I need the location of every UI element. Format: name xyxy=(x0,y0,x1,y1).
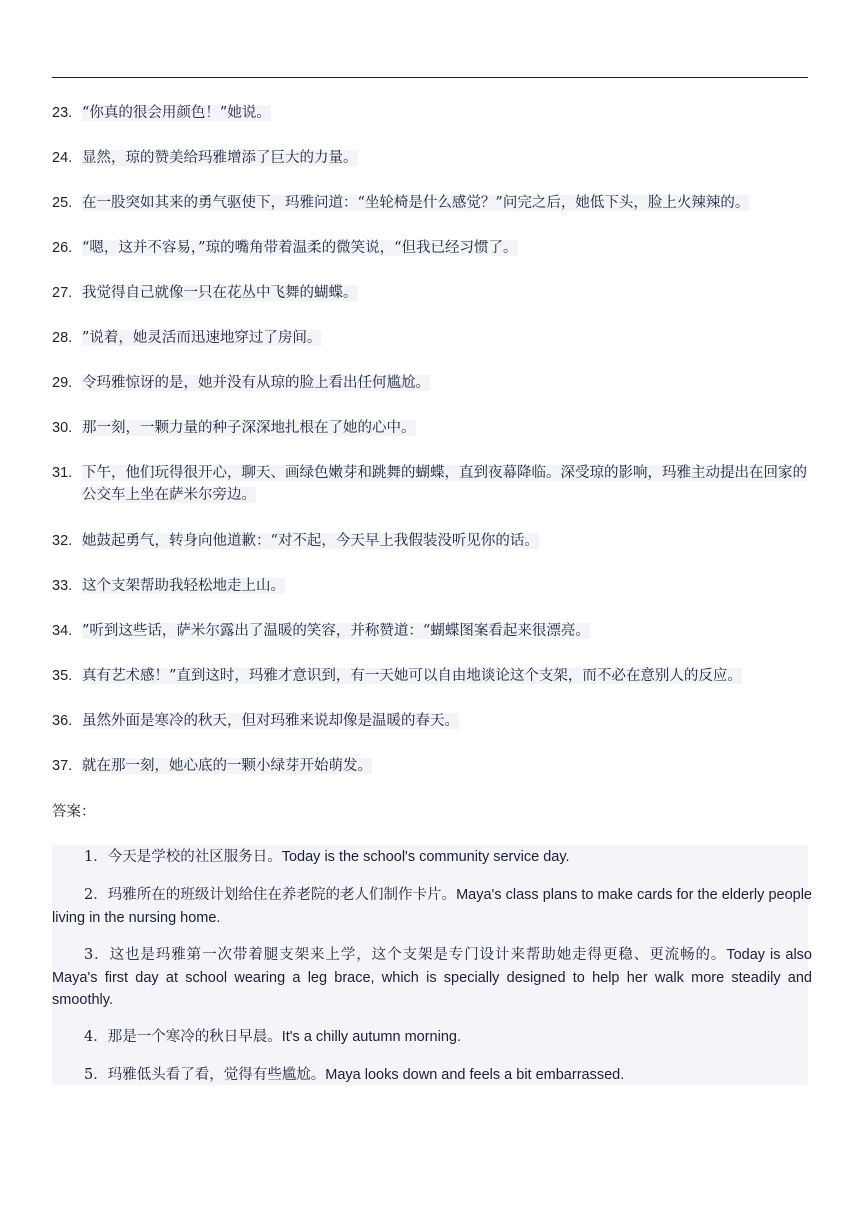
item-number: 30. xyxy=(52,420,73,436)
item-number: 27. xyxy=(52,285,73,301)
list-item xyxy=(52,530,812,552)
item-text: 就在那一刻，她心底的一颗小绿芽开始萌发。 xyxy=(82,758,372,774)
answer-english: Maya looks down and feels a bit embarrassed. xyxy=(325,1067,625,1083)
answer-item xyxy=(52,846,812,869)
item-text: “嗯，这并不容易，”琼的嘴角带着温柔的微笑说，“但我已经习惯了。 xyxy=(82,240,518,256)
list-item xyxy=(52,462,812,506)
list-item xyxy=(52,755,812,777)
item-number: 25. xyxy=(52,195,73,211)
item-number: 23. xyxy=(52,105,73,121)
top-divider xyxy=(52,77,808,78)
item-text: 令玛雅惊讶的是，她并没有从琼的脸上看出任何尴尬。 xyxy=(82,375,430,391)
answer-chinese: 5．玛雅低头看了看，觉得有些尴尬。 xyxy=(84,1067,326,1083)
answer-item xyxy=(52,1064,812,1087)
answer-english: Today is the school's community service day. xyxy=(281,849,570,865)
answer-english: It's a chilly autumn morning. xyxy=(281,1029,461,1045)
answer-chinese: 2．玛雅所在的班级计划给住在养老院的老人们制作卡片。 xyxy=(84,887,457,903)
item-number: 26. xyxy=(52,240,73,256)
answer-english: Maya's class plans to make cards for the elderly people living in the nursing home. xyxy=(52,887,812,926)
answer-chinese: 3．这也是玛雅第一次带着腿支架来上学，这个支架是专门设计来帮助她走得更稳、更流畅的。 xyxy=(84,947,727,963)
list-item xyxy=(52,372,812,394)
answer-item xyxy=(52,884,812,929)
answer-chinese: 1．今天是学校的社区服务日。 xyxy=(84,849,282,865)
item-text: ”听到这些话，萨米尔露出了温暖的笑容，并称赞道：“蝴蝶图案看起来很漂亮。 xyxy=(82,623,590,639)
list-item xyxy=(52,665,812,687)
item-text: “你真的很会用颜色！”她说。 xyxy=(82,105,271,121)
item-text: 我觉得自己就像一只在花丛中飞舞的蝴蝶。 xyxy=(82,285,358,301)
item-text: 虽然外面是寒冷的秋天，但对玛雅来说却像是温暖的春天。 xyxy=(82,713,459,729)
item-text: 这个支架帮助我轻松地走上山。 xyxy=(82,578,285,594)
list-item xyxy=(52,710,812,732)
item-number: 28. xyxy=(52,330,73,346)
list-item xyxy=(52,192,812,214)
item-text: 那一刻，一颗力量的种子深深地扎根在了她的心中。 xyxy=(82,420,416,436)
item-text: 显然，琼的赞美给玛雅增添了巨大的力量。 xyxy=(82,150,358,166)
item-number: 33. xyxy=(52,578,73,594)
list-item xyxy=(52,327,812,349)
list-item xyxy=(52,147,812,169)
item-text: 真有艺术感！”直到这时，玛雅才意识到，有一天她可以自由地谈论这个支架，而不必在意别人的反应。 xyxy=(82,668,742,684)
item-number: 34. xyxy=(52,623,73,639)
list-item xyxy=(52,237,812,259)
answer-item xyxy=(52,944,812,1012)
list-item xyxy=(52,620,812,642)
item-number: 37. xyxy=(52,758,73,774)
list-item xyxy=(52,282,812,304)
item-text: 在一股突如其来的勇气驱使下，玛雅问道：“坐轮椅是什么感觉？”问完之后，她低下头，脸上火辣辣的。 xyxy=(82,195,750,211)
list-item xyxy=(52,575,812,597)
item-number: 31. xyxy=(52,465,73,481)
item-text: 下午，他们玩得很开心，聊天、画绿色嫩芽和跳舞的蝴蝶，直到夜幕降临。深受琼的影响，玛雅主动提出在回家的公交车上坐在萨米尔旁边。 xyxy=(82,465,807,503)
item-number: 36. xyxy=(52,713,73,729)
item-text: 她鼓起勇气，转身向他道歉：“对不起，今天早上我假装没听见你的话。 xyxy=(82,533,539,549)
item-number: 29. xyxy=(52,375,73,391)
answer-item xyxy=(52,1026,812,1049)
answer-chinese: 4．那是一个寒冷的秋日早晨。 xyxy=(84,1029,282,1045)
item-number: 35. xyxy=(52,668,73,684)
list-item xyxy=(52,102,812,124)
list-item xyxy=(52,417,812,439)
item-number: 32. xyxy=(52,533,73,549)
answer-label: 答案： xyxy=(52,804,96,820)
answer-english: Today is also Maya's first day at school wearing a leg brace, which is specially designed to help her walk more steadily and smoothly. xyxy=(52,947,812,1008)
item-text: ”说着，她灵活而迅速地穿过了房间。 xyxy=(82,330,322,346)
item-number: 24. xyxy=(52,150,73,166)
